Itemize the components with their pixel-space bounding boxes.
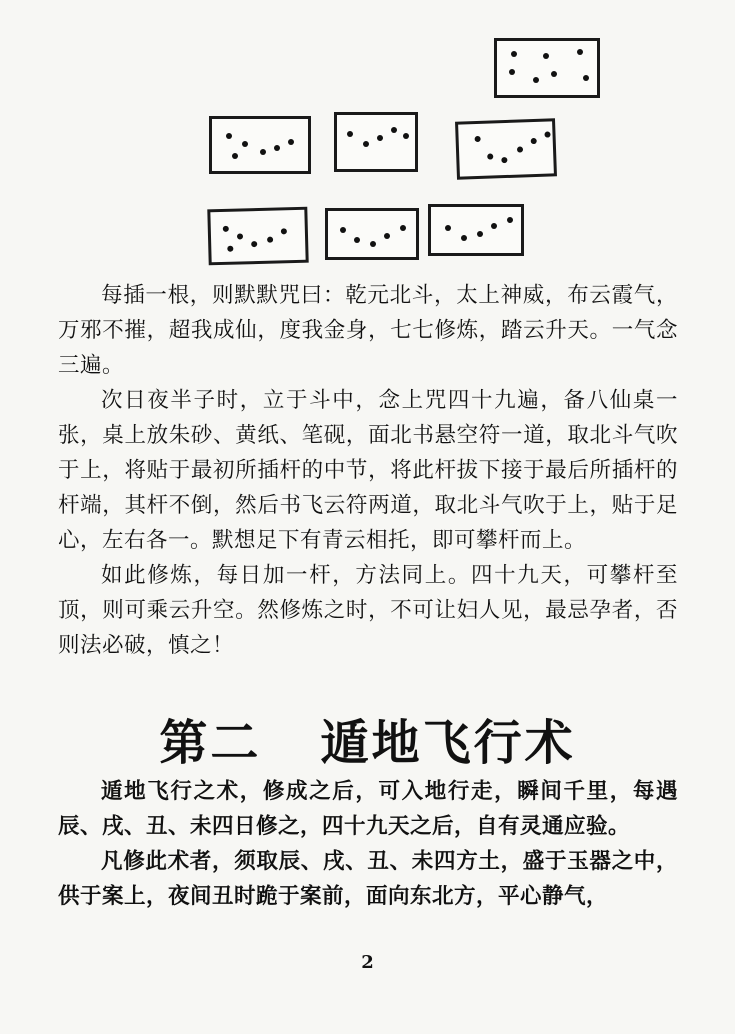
dot-box	[207, 207, 308, 266]
dot	[501, 157, 507, 163]
dot	[232, 153, 238, 159]
dot	[475, 136, 481, 142]
dot	[347, 131, 353, 137]
chapter-number: 第二	[159, 715, 262, 771]
dot	[242, 141, 248, 147]
dot	[487, 153, 493, 159]
dot	[226, 133, 232, 139]
dot	[274, 145, 280, 151]
dot	[583, 75, 589, 81]
dot	[391, 127, 397, 133]
paragraph: 遁地飞行之术，修成之后，可入地行走，瞬间千里，每遇辰、戌、丑、未四日修之，四十九天之后，自有灵通应验。	[58, 779, 678, 839]
dot-box	[325, 208, 419, 260]
dot	[267, 237, 273, 243]
dot	[477, 231, 483, 237]
chapter-title	[0, 704, 735, 773]
dot	[223, 226, 229, 232]
dot-box-diagram	[0, 0, 735, 270]
dot	[511, 51, 517, 57]
dot	[227, 246, 233, 252]
dot	[340, 227, 346, 233]
paragraph: 凡修此术者，须取辰、戌、丑、未四方土，盛于玉器之中，供于案上，夜间丑时跪于案前，面向东北方，平心静气，	[58, 849, 678, 909]
dot	[461, 235, 467, 241]
dot	[531, 138, 537, 144]
dot	[551, 71, 557, 77]
chapter-text	[58, 774, 678, 914]
dot	[237, 233, 243, 239]
paragraph: 每插一根，则默默咒曰：乾元北斗，太上神威，布云霞气，万邪不摧，超我成仙，度我金身，七七修炼，踏云升天。一气念三遍。	[58, 283, 678, 378]
dot	[400, 225, 406, 231]
dot-box	[209, 116, 311, 174]
dot	[509, 69, 515, 75]
page-number: 2	[361, 952, 374, 973]
dot-box	[428, 204, 524, 256]
dot	[260, 149, 266, 155]
dot	[491, 223, 497, 229]
dot	[251, 241, 257, 247]
dot	[363, 141, 369, 147]
dot	[281, 228, 287, 234]
paragraph: 次日夜半子时，立于斗中，念上咒四十九遍，备八仙桌一张，桌上放朱砂、黄纸、笔砚，面北书悬空符一道，取北斗气吹于上，将贴于最初所插杆的中节，将此杆拔下接于最后所插杆的杆端，其杆不倒，然后书飞云符两道，取北斗气吹于上，贴于足心，左右各一。默想足下有青云相托，即可攀杆而上。	[58, 388, 678, 553]
section-1-text	[58, 278, 678, 663]
dot	[533, 77, 539, 83]
dot	[544, 131, 550, 137]
dot	[543, 53, 549, 59]
dot	[577, 49, 583, 55]
dot	[517, 146, 523, 152]
dot	[403, 133, 409, 139]
dot	[384, 233, 390, 239]
dot	[377, 135, 383, 141]
dot-box	[494, 38, 600, 98]
paragraph: 如此修炼，每日加一杆，方法同上。四十九天，可攀杆至顶，则可乘云升空。然修炼之时，不可让妇人见，最忌孕者，否则法必破，慎之！	[58, 563, 678, 658]
dot	[370, 241, 376, 247]
dot	[288, 139, 294, 145]
chapter-name: 遁地飞行术	[320, 715, 576, 771]
dot	[354, 237, 360, 243]
dot	[445, 225, 451, 231]
dot	[507, 217, 513, 223]
dot-box	[334, 112, 418, 172]
dot-box	[455, 118, 557, 179]
